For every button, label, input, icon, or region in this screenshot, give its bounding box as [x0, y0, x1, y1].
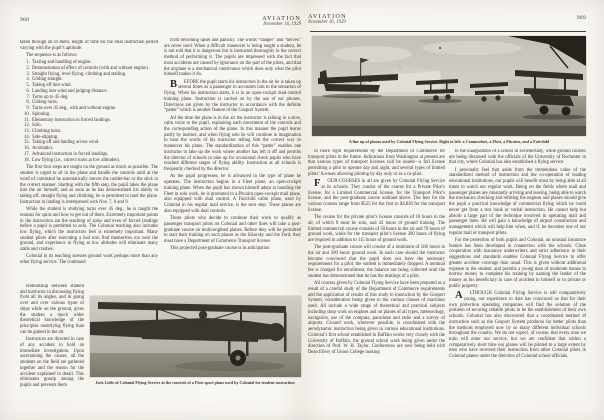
column-paragraphs — [449, 149, 586, 360]
header-rule — [310, 31, 586, 32]
sequence-item: 4. Gliding straight. — [31, 77, 158, 83]
photo-caption-right: A line up of planes used by Colonial Flying Service. Right to left: a Commodore, a Fleet, a Pitcairn, and a Fairchild — [348, 139, 550, 144]
paragraph: This projected post-graduate course is in anticipation — [170, 246, 270, 252]
issue-date: November 16, 1929 — [308, 20, 346, 26]
paragraph: As the pupil progresses, he is advanced in the type of plane he operates. The instruction begins in a Fleet plane, an open-cockpit training plane. When the pupil has shown himself adept at handling the Fleet in solo work, he is promoted to a Pitcairn open-cockpit mail plane, also equipped with dual control. A Fairchild cabin plane, used by Colonial in his regular mail service, is the next step. These planes are also equipped with dual controls. — [164, 174, 301, 214]
continuation-text: taken through all of them, length of time for the total instruction period varying with the pupil’s aptitude. — [20, 40, 158, 51]
sequence-item: 8. Gliding turns. — [31, 100, 158, 106]
drop-cap: F — [314, 178, 321, 190]
paragraph: Those pilots who decide to continue their work to qualify as passenger transport pilots on Colonial and other lines will take a post-graduate course on multi-engined planes. Before they will be permitted to start their training on such planes as the Sikorsky and the Ford, they must have a Department of Commerce Transport license. — [164, 216, 301, 244]
sequence-item: 14. Side-slipping. — [31, 135, 158, 141]
sequence-item: 15. Taking off and landing across wind. — [31, 140, 158, 146]
sequence-lead: The sequence is as follows: — [26, 52, 78, 58]
paragraph: A LTHOUGH Colonial Flying Service is still comparatively young, our experience to date has convinced us that for their own protection operating companies will find the solution of the problem of securing reliable pilots to be the establishment of their own schools. Colonial has also discovered that a coordinated method of instruction such as the Gosport System produces far better pilots than the methods employed now by so many different individual schools throughout the country. We do not expect, of course, that every man we train will enter our service, but we are confident that within a comparatively short time our planes will be piloted to a large extent by men who have received their instruction from other Colonial pilots in Colonial planes under the direction of Colonial school officials. — [449, 290, 586, 360]
fleet-biplane-photo — [90, 296, 301, 377]
paragraph: All the time the plane is in the air the instructor is talking in a slow, calm voice to the pupil, explaining each movement of the controls and the corresponding action of the plane. In this manner the pupil learns partly by instinct, and when flying solo he will continue in imagination to hear the words of his instructor telling him the correct way to maneuver his plane. The standardization of this “patter” enables one instructor to take up the work where another has left it off and permits the director of schools to take up for occasional check pupils who have reached different stages of flying ability. Instruction at all schools is frequently checked by the director. — [164, 115, 301, 173]
column-paragraphs — [20, 284, 84, 389]
sequence-item: 5. Taking off into wind. — [31, 83, 158, 89]
left-page-header — [20, 15, 301, 28]
paragraph: While the student is studying turns over 45 deg., he is taught the reasons for spins and how to get out of them. Extremely important points in the instruction are the teaching of spins and even of forced landings before a pupil is permitted to solo. The Colonial teaching also includes low flying, which the instructors feel is extremely important. Many student pilots after executing a bad turn find themselves too near the ground, and experience in flying at low altitudes will eliminate many stalls and crashes. — [20, 207, 158, 253]
fleet-biplane-illustration — [90, 296, 301, 377]
left-page-column-2 — [164, 38, 301, 292]
right-page-column-1 — [308, 149, 445, 411]
paragraph: The post-graduate course will consist of a minimum of 500 hours in the air and 200 hours ground work. In each case should the instructor become convinced that the pupil does not have the necessary requirements for a pilot, the student is immediately dropped. A nominal fee is charged for enrollment, the balance not being collected until the student has demonstrated that he has the makings of a pilot. — [308, 245, 445, 279]
sequence-item: 2. Demonstration of effect of controls (with and without engine). — [31, 66, 158, 72]
sequence-item: 1. Taxiing and handling of engine. — [31, 60, 158, 66]
sequence-item: 7. Turns up to 45 deg. — [31, 95, 158, 101]
page-number-left: 968 — [20, 17, 30, 23]
sequence-item: 3. Straight flying, level flying, climbing and stalling. — [31, 72, 158, 78]
paragraph: The course for the private pilot’s license consists of 18 hours in the air, of which 8 must be solo, and 42 hours of ground training. The limited commercial course consists of 50 hours in the air and 70 hours of ground work, while for the transport pilot’s license 200 hours of flying are required in addition to 115 hours of ground work. — [308, 215, 445, 244]
journal-title: AVIATION — [308, 13, 347, 20]
paragraph: of more rigid requirements by the Department of Commerce for transport pilots in the future. Indications from Washington at present are that various types of transport licenses will be issued—a full license permitting a pilot to operate day and night, and several types of limited pilots’ licenses allowing piloting by day only or as a co-pilot. — [308, 149, 445, 177]
plane-lineup-illustration — [312, 36, 586, 136]
sequence-item: 13. Climbing turns. — [31, 129, 158, 135]
drop-cap: A — [455, 290, 463, 302]
column-paragraphs — [164, 38, 301, 252]
issue-date: November 16, 1929 — [263, 22, 301, 28]
paragraph: relationship between student and instructor in discussing flying from all its angles, and in going over and over various types of ships while on the ground, gives the student a much wider theoretical knowledge of the principles underlying flying than can be gained in the air. — [20, 284, 84, 335]
plane-lineup-photo — [312, 36, 586, 136]
right-page-header — [308, 13, 586, 26]
paragraph: For the protection of both pupils and Colonial, an unusual insurance feature has been developed in connection with the schools. Close cooperation with insurance underwriters and strict adherence to their suggestions and standards enables Colonial Flying Service to offer greater accident coverage than usual. This is given without additional expense to the student, and permits a young man of moderate means to borrow money to complete his training by naming the lender of the money as his beneficiary in case of accident to himself or to private or public property. — [449, 238, 586, 289]
paragraph: to the inauguration of a school in Schenectady, while ground courses are being discussed with the officials of the University of Rochester in that city, where Colonial has also established a flying service. — [449, 149, 586, 166]
sequence-item: 9. Turns over 45 deg., with and without engine. — [31, 106, 158, 112]
column-paragraphs — [20, 165, 158, 265]
masthead-right — [308, 13, 347, 26]
sequence-item: 6. Landing into wind and judging distance. — [31, 89, 158, 95]
paragraph: Colonial in its teaching stresses ground work perhaps more than any other flying service. The continued — [20, 254, 158, 266]
sequence-item: 17. Advanced instruction in forced landings. — [31, 152, 158, 158]
drop-cap: B — [170, 78, 178, 90]
paragraph: F OUR COURSES in all are given by Colonial Flying Service at its schools. They consist of the course for a Private Pilot’s license, for a Limited Commercial license, for the Transport Pilot’s license, and the post-graduate course outlined above. The fees for the various courses range from $525 for the first to $4,830 for the transport license. — [308, 178, 445, 213]
sequence-item: 12. Solo. — [31, 123, 158, 129]
paragraph: The first four steps are taught on the ground as much as possible. The student is urged to sit in the plane and handle the controls until at the word of command he automatically moves the rudder-bar or the stick in the correct manner. Starting with the fifth step, the pupil takes the plane into the air himself, and as soon as he has demonstrated his ability in taking off, straight flying and climbing, he is permitted to land the plane. Instruction in landing is interspersed with Nos. 7, 8 and 9. — [20, 165, 158, 205]
sequence-item: 11. Elementary instruction in forced landings. — [31, 118, 158, 124]
journal-title: AVIATION — [262, 15, 301, 22]
left-page-narrow-column — [20, 284, 84, 398]
sequence-item: 18. Low flying (i.e., correct turns at low altitudes). — [31, 158, 158, 164]
photo-caption-left: Jack Little of Colonial Flying Service at the controls of a Fleet sport plane used by Colonial for student instruction — [95, 380, 295, 385]
paragraph: All courses given by Colonial Flying Service have been prepared as a result of a careful study of the Department of Commerce requirements and the application of results of this study to instruction by the Gosport System, consideration being given to the various classes of machines used. All include a wide range of theoretical and practical subjects including shop work on engines and on planes of all types, meteorology, navigation, use of the compass, parachute and radio and a survey of airports. Ground work, wherever possible, is coordinated with the aerodynamic instruction being given in various educational institutions. Colonial’s first school established in Buffalo works very closely with the University of Buffalo, the ground school work being given under the direction of Prof. W. H. Taylor. Conferences are now being held with Dean Ellery of Union College looking — [308, 281, 445, 355]
sequence-item: 10. Spinning. — [31, 112, 158, 118]
left-page-column-1 — [20, 40, 158, 283]
right-page-column-2 — [449, 149, 586, 411]
training-sequence-list — [20, 60, 158, 163]
paragraph: I personally feel that aside from the tremendous value of the standardized method of instruction and the co-operation of leading educational institutions, our pupils will benefit most by being able at all times to watch our regular work. Being on the fields where mail and passenger planes are constantly arriving and leaving, being able to watch the mechanics checking and refitting the engines and planes should give the pupil a practical knowledge of commercial flying which he could never get from a text book or verbal instruction. He cannot help but absorb a large part of the technique involved in operating mail and passenger lines. He will gain a knowledge of airport construction and management which will help him when, and if, he becomes one of our regular mail or transport pilots. — [449, 167, 586, 236]
column-paragraphs — [308, 149, 445, 356]
paragraph: from becoming upset and panicky. The words “danger” and “nerves” are never used. When a difficult maneuver is being taught a student, he is not told that it is dangerous but is instructed thoroughly in the correct method of performing it. The pupils are impressed with the fact that most accidents are caused by ignorance on the part of the pilots, and that the airplane is a mechanical contrivance which does only what the pilot himself makes it do. — [164, 38, 301, 78]
paragraph: B EFORE the pupil starts his instruction in the air he is taken up several times as a passenger to accustom him to the sensation of flying. When his instruction starts, it is in an open-cockpit dual-control training plane. Instruction is carried on by the use of ear phones. Directions are given by the instructor in accordance with the definite “patter” which is another feature of the Gosport System. — [164, 78, 301, 114]
page-number-right: 969 — [576, 15, 586, 21]
sequence-item: 16. Acrobatics. — [31, 146, 158, 152]
masthead-left — [262, 15, 301, 28]
paragraph: Instructors are directed in case of any accident to hold an immediate investigation. Upon ascertaining the causes, all the students on the field are gathered together and the reason for the accident explained in detail. This eliminates gossip among the pupils and prevents them — [20, 337, 84, 388]
